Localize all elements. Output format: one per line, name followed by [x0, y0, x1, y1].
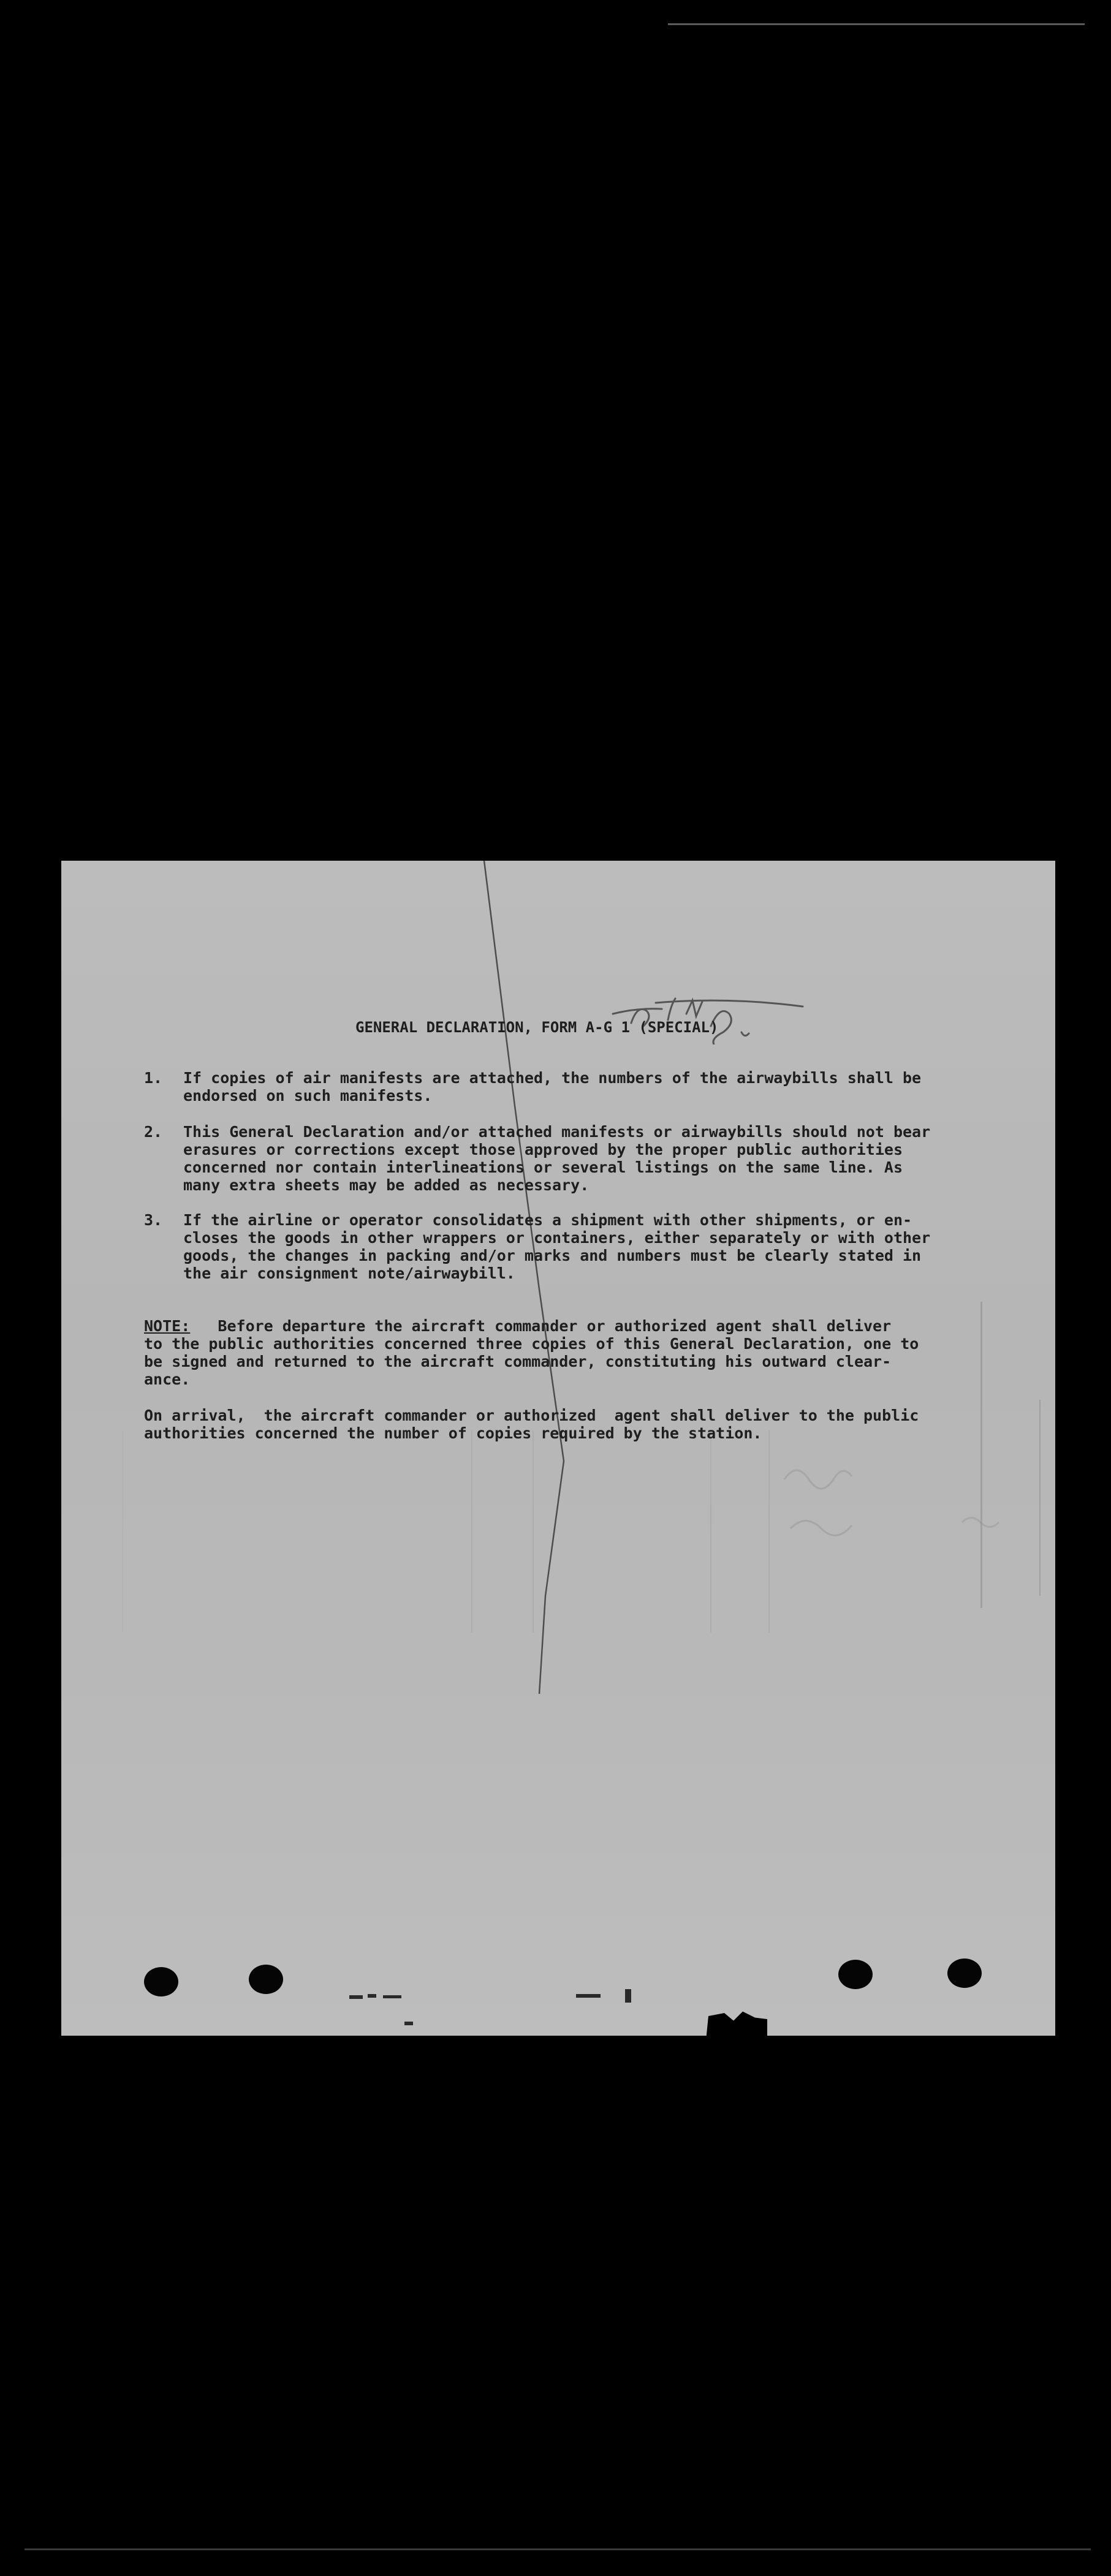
item-number: 3. — [144, 1211, 163, 1229]
item-number: 2. — [144, 1123, 163, 1141]
item-line: endorsed on such manifests. — [183, 1087, 433, 1105]
arrival-line: On arrival, the aircraft commander or authorized agent shall deliver to the public — [144, 1407, 919, 1424]
note-first-line — [144, 1317, 1026, 1335]
item-line: goods, the changes in packing and/or marks and numbers must be clearly stated in — [183, 1247, 922, 1264]
punch-hole — [249, 1965, 283, 1994]
item-line: the air consignment note/airwaybill. — [183, 1264, 515, 1282]
film-edge-top — [668, 23, 1085, 25]
arrival-paragraph — [144, 1407, 1026, 1442]
item-line: many extra sheets may be added as necessary. — [183, 1176, 590, 1194]
note-line: be signed and returned to the aircraft commander, constituting his outward clear- — [144, 1353, 892, 1370]
item-number: 1. — [144, 1069, 163, 1087]
item-line: If the airline or operator consolidates a shipment with other shipments, or en- — [183, 1211, 912, 1229]
document-title: GENERAL DECLARATION, FORM A-G 1 (SPECIAL) — [355, 1019, 719, 1036]
punch-hole — [144, 1967, 178, 1996]
film-edge-bottom — [25, 2548, 1091, 2550]
item-line: concerned nor contain interlineations or several listings on the same line. As — [183, 1158, 903, 1176]
arrival-line: authorities concerned the number of copies required by the station. — [144, 1424, 762, 1442]
item-line: If copies of air manifests are attached, the numbers of the airwaybills shall be — [183, 1069, 922, 1087]
paper-tear — [706, 2010, 767, 2036]
punch-hole — [838, 1960, 873, 1989]
note-paragraph — [144, 1317, 1026, 1388]
punch-hole — [947, 1958, 982, 1988]
note-label: NOTE: — [144, 1317, 191, 1335]
note-line: to the public authorities concerned three copies of this General Declaration, one to — [144, 1335, 919, 1353]
item-line: erasures or corrections except those approved by the proper public authorities — [183, 1141, 903, 1158]
document-page — [61, 861, 1055, 2036]
note-line: ance. — [144, 1370, 191, 1388]
scan-specks — [61, 861, 1055, 2036]
item-line: closes the goods in other wrappers or containers, either separately or with other — [183, 1229, 931, 1247]
bleed-through-grid — [123, 1430, 1005, 1633]
note-first-line-text: Before departure the aircraft commander or authorized agent shall deliver — [190, 1317, 892, 1335]
fold-crease — [61, 861, 1055, 2036]
item-line: This General Declaration and/or attached manifests or airwaybills should not bear — [183, 1123, 931, 1141]
